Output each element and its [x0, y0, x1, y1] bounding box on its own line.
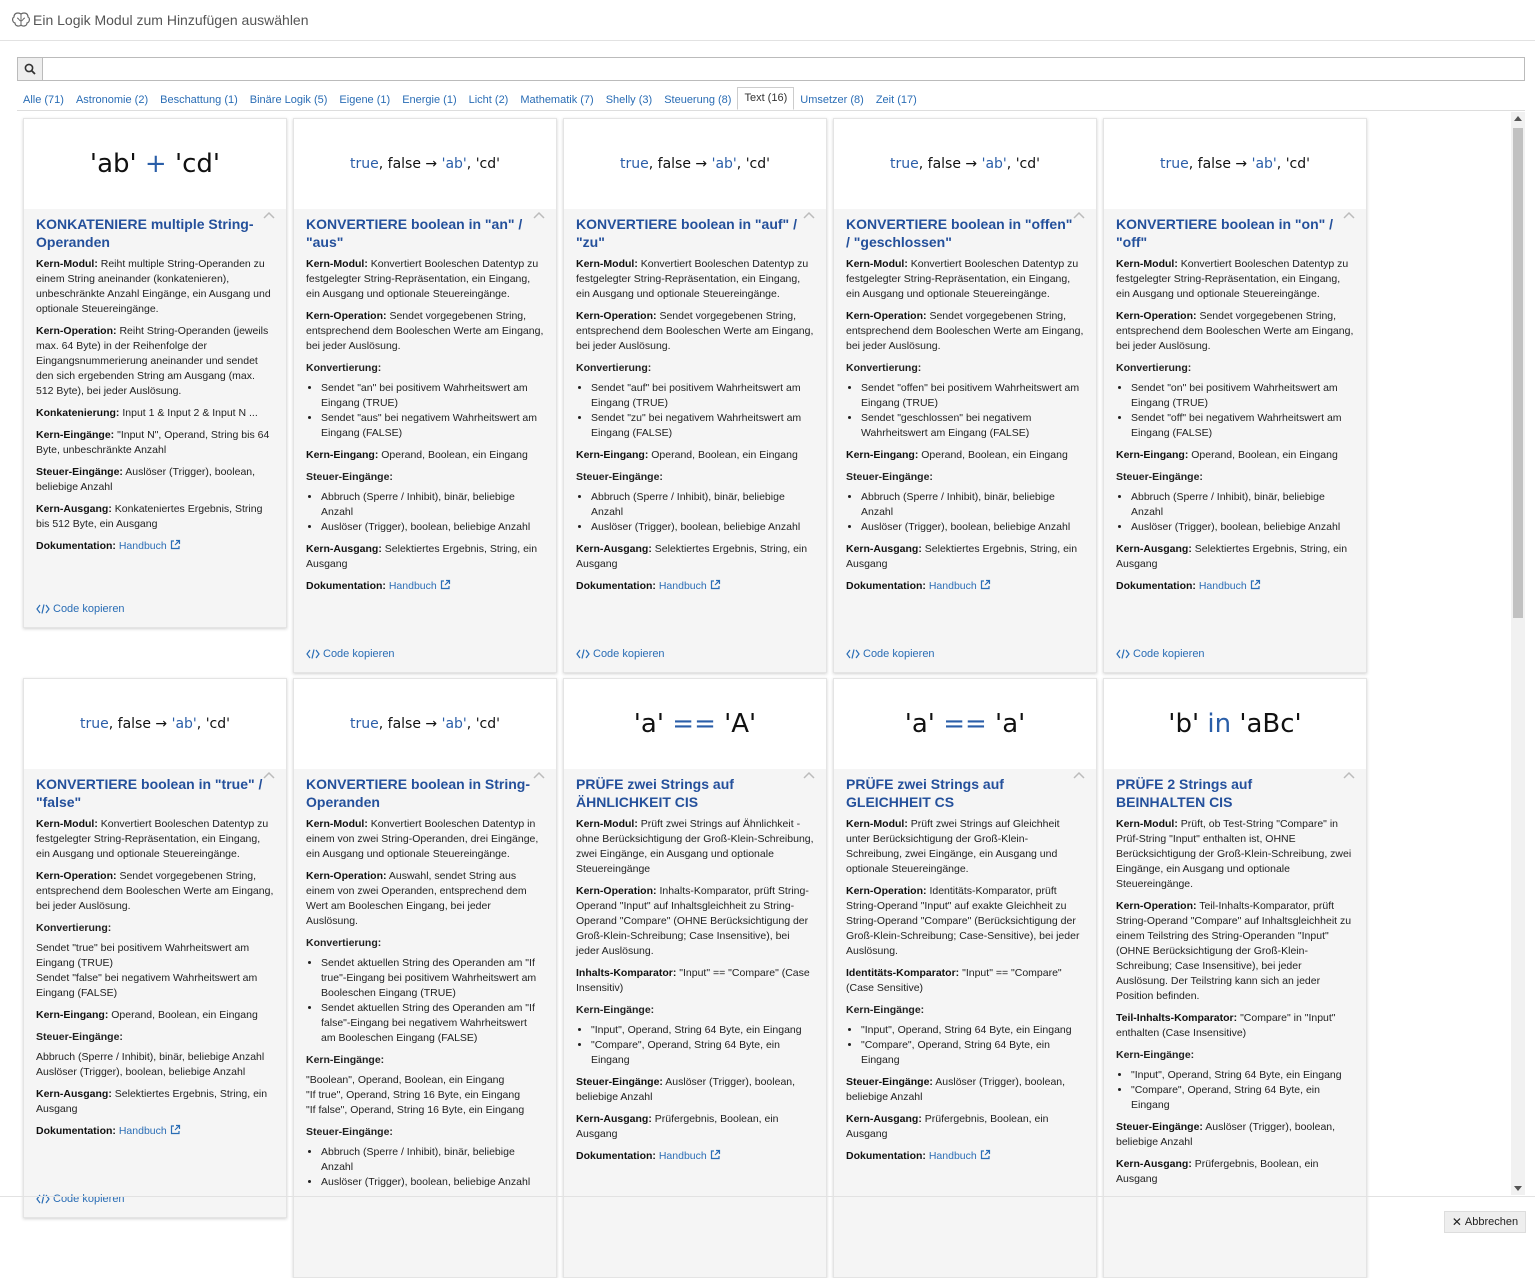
card-body: KONVERTIERE boolean in "auf" / "zu" Kern-Modul: Konvertiert Booleschen Datentyp zu festgelegter String-Repräsentation, ein Eingang, ein Ausgang und optionale Steuereingänge. Kern-Operation: Sendet vorgegebenen String, entsprechend dem Booleschen Werte am Eingang, bei jeder Auslösung. Konvertierung: • Sendet "auf" bei positivem Wahrheitswert am Eingang (TRUE) • Sendet "zu" bei negativem Wahrheitswert am Eingang (FALSE) Kern-Eingang: Operand, Boolean, ein Eingang Steuer-Eingänge: • Abbruch (Sperre / Inhibit), binär, beliebige Anzahl • Auslöser (Trigger), boolean, beliebige Anzahl Kern-Ausgang: Selektiertes Ergebnis, String, ein Ausgang Dokumentation: Handbuch [564, 209, 826, 611]
tab-licht[interactable]: Licht (2) [468, 94, 509, 106]
external-link-icon [980, 579, 991, 590]
search-icon [24, 63, 36, 75]
external-link-icon [1250, 579, 1261, 590]
cancel-button[interactable]: ✕ Abbrechen [1444, 1211, 1526, 1233]
card-banner: true , false → 'ab' , 'cd' [24, 679, 286, 769]
card-banner: true , false → 'ab' , 'cd' [294, 679, 556, 769]
brain-icon [12, 12, 30, 28]
module-card[interactable] [293, 678, 557, 1278]
card-banner: 'a' == 'A' [564, 679, 826, 769]
search-bar [17, 57, 1525, 81]
card-body: KONVERTIERE boolean in "on" / "off" Kern-Modul: Konvertiert Booleschen Datentyp zu festgelegter String-Repräsentation, ein Eingang, ein Ausgang und optionale Steuereingänge. Kern-Operation: Sendet vorgegebenen String, entsprechend dem Booleschen Werte am Eingang, bei jeder Auslösung. Konvertierung: • Sendet "on" bei positivem Wahrheitswert am Eingang (TRUE) • Sendet "off" bei negativem Wahrheitswert am Eingang (FALSE) Kern-Eingang: Operand, Boolean, ein Eingang Steuer-Eingänge: • Abbruch (Sperre / Inhibit), binär, beliebige Anzahl • Auslöser (Trigger), boolean, beliebige Anzahl Kern-Ausgang: Selektiertes Ergebnis, String, ein Ausgang Dokumentation: Handbuch [1104, 209, 1366, 611]
external-link-icon [980, 1149, 991, 1160]
card-body: KONVERTIERE boolean in String-Operanden Kern-Modul: Konvertiert Booleschen Datentyp in einem von zwei String-Operanden, drei Eingänge, ein Ausgang und optionale Steuereingänge. Kern-Operation: Auswahl, sendet String aus einem von zwei Operanden, entsprechend dem Wert am Booleschen Eingang, bei jeder Auslösung. Konvertierung: • Sendet aktuellen String des Operanden am "If true"-Eingang bei positivem Wahrheitswert am Booleschen Eingang (TRUE) • Sendet aktuellen String des Operanden am "If false"-Eingang bei negativem Wahrheitswert am Booleschen Eingang (FALSE) Kern-Eingänge: "Boolean", Operand, Boolean, ein Eingang "If true", Operand, String 16 Byte, ein Eingang "If false", Operand, String 16 Byte, ein Eingang Steuer-Eingänge: • Abbruch (Sperre / Inhibit), binär, beliebige Anzahl • Auslöser (Trigger), boolean, beliebige Anzahl [294, 769, 556, 1207]
card-banner: true , false → 'ab' , 'cd' [834, 119, 1096, 209]
tab-eigene[interactable]: Eigene (1) [339, 94, 391, 106]
card-title: PRÜFE zwei Strings auf GLEICHHEIT CS [846, 776, 1004, 810]
module-grid [17, 112, 1525, 1205]
search-input[interactable] [43, 57, 1525, 81]
code-icon [306, 649, 320, 659]
module-card[interactable] [563, 678, 827, 1278]
chevron-up-icon[interactable] [1072, 209, 1086, 221]
external-link-icon [710, 579, 721, 590]
card-banner: true , false → 'ab' , 'cd' [564, 119, 826, 209]
handbuch-link[interactable]: Handbuch [658, 580, 707, 592]
copy-code-button[interactable]: Code kopieren [846, 648, 935, 660]
card-banner: true , false → 'ab' , 'cd' [1104, 119, 1366, 209]
tab-steuerung[interactable]: Steuerung (8) [664, 94, 732, 106]
chevron-up-icon[interactable] [262, 209, 276, 221]
chevron-up-icon[interactable] [802, 769, 816, 781]
module-card[interactable] [833, 678, 1097, 1278]
card-body: KONVERTIERE boolean in "true" / "false" Kern-Modul: Konvertiert Booleschen Datentyp zu festgelegter String-Repräsentation, ein Eingang, ein Ausgang und optionale Steuereingänge. Kern-Operation: Sendet vorgegebenen String, entsprechend dem Booleschen Werte am Eingang, bei jeder Auslösung. Konvertierung: Sendet "true" bei positivem Wahrheitswert am Eingang (TRUE) Sendet "false" bei negativem Wahrheitswert am Eingang (FALSE) Kern-Eingang: Operand, Boolean, ein Eingang Steuer-Eingänge: Abbruch (Sperre / Inhibit), binär, beliebige Anzahl Auslöser (Trigger), boolean, beliebige Anzahl Kern-Ausgang: Selektiertes Ergebnis, String, ein Ausgang Dokumentation: Handbuch [24, 769, 286, 1156]
code-icon [1116, 649, 1130, 659]
card-banner: 'ab' + 'cd' [24, 119, 286, 209]
external-link-icon [710, 1149, 721, 1160]
external-link-icon [170, 1124, 181, 1135]
card-title: KONVERTIERE boolean in "an" / "aus" [306, 216, 523, 250]
card-title: PRÜFE 2 Strings auf BEINHALTEN CIS [1116, 776, 1253, 810]
tab-beschattung[interactable]: Beschattung (1) [160, 94, 238, 106]
tab-alle[interactable]: Alle (71) [23, 94, 64, 106]
dialog-title: Ein Logik Modul zum Hinzufügen auswählen [33, 12, 309, 28]
external-link-icon [170, 539, 181, 550]
chevron-up-icon[interactable] [532, 769, 546, 781]
module-card[interactable] [1103, 678, 1367, 1278]
handbuch-link[interactable]: Handbuch [658, 1150, 707, 1162]
handbuch-link[interactable]: Handbuch [928, 1150, 977, 1162]
tab-shelly[interactable]: Shelly (3) [605, 94, 653, 106]
category-tabs [17, 88, 1525, 111]
module-card[interactable] [23, 678, 287, 1218]
card-title: KONVERTIERE boolean in "auf" / "zu" [576, 216, 797, 250]
tab-zeit[interactable]: Zeit (17) [875, 94, 917, 106]
chevron-up-icon[interactable] [1342, 209, 1356, 221]
handbuch-link[interactable]: Handbuch [118, 540, 167, 552]
module-card[interactable] [293, 118, 557, 673]
chevron-up-icon[interactable] [262, 769, 276, 781]
handbuch-link[interactable]: Handbuch [928, 580, 977, 592]
scroll-down-icon[interactable] [1514, 1186, 1522, 1191]
tab-umsetzer[interactable]: Umsetzer (8) [800, 94, 864, 106]
search-button[interactable] [17, 57, 43, 81]
copy-code-button[interactable]: Code kopieren [576, 648, 665, 660]
card-banner: 'a' == 'a' [834, 679, 1096, 769]
card-body: PRÜFE zwei Strings auf GLEICHHEIT CS Kern-Modul: Prüft zwei Strings auf Gleichheit unter Berücksichtigung der Groß-Klein-Schreibung, zwei Eingänge, ein Ausgang und optionale Steuereingänge. Kern-Operation: Identitäts-Komparator, prüft String-Operand "Input" auf exakte Gleichheit zu String-Operand "Compare" (Berücksichtigung der Groß-Klein-Schreibung; Case-Sensitive), bei jeder Auslösung. Identitäts-Komparator: "Input" == "Compare" (Case Sensitive) Kern-Eingänge: • "Input", Operand, String 64 Byte, ein Eingang • "Compare", Operand, String 64 Byte, ein Eingang Steuer-Eingänge: Auslöser (Trigger), boolean, beliebige Anzahl Kern-Ausgang: Prüfergebnis, Boolean, ein Ausgang Dokumentation: Handbuch [834, 769, 1096, 1181]
tab-text[interactable]: Text (16) [737, 87, 794, 110]
module-card[interactable] [23, 118, 287, 628]
handbuch-link[interactable]: Handbuch [1198, 580, 1247, 592]
scrollbar-thumb[interactable] [1513, 128, 1523, 618]
card-title: KONKATENIERE multiple String-Operanden [36, 216, 254, 250]
tab-binaere-logik[interactable]: Binäre Logik (5) [249, 94, 328, 106]
code-icon [846, 649, 860, 659]
code-icon [36, 604, 50, 614]
card-banner: true , false → 'ab' , 'cd' [294, 119, 556, 209]
dialog-header [0, 0, 1535, 41]
copy-code-button[interactable]: Code kopieren [36, 603, 125, 615]
card-title: KONVERTIERE boolean in String-Operanden [306, 776, 531, 810]
card-title: KONVERTIERE boolean in "on" / "off" [1116, 216, 1334, 250]
chevron-up-icon[interactable] [532, 209, 546, 221]
card-title: PRÜFE zwei Strings auf ÄHNLICHKEIT CIS [576, 776, 734, 810]
chevron-up-icon[interactable] [1072, 769, 1086, 781]
tab-energie[interactable]: Energie (1) [402, 94, 457, 106]
module-card[interactable] [563, 118, 827, 673]
external-link-icon [440, 579, 451, 590]
card-banner: 'b' in 'aBc' [1104, 679, 1366, 769]
copy-code-button[interactable]: Code kopieren [306, 648, 395, 660]
card-body: KONVERTIERE boolean in "an" / "aus" Kern-Modul: Konvertiert Booleschen Datentyp zu festgelegter String-Repräsentation, ein Eingang, ein Ausgang und optionale Steuereingänge. Kern-Operation: Sendet vorgegebenen String, entsprechend dem Booleschen Werte am Eingang, bei jeder Auslösung. Konvertierung: • Sendet "an" bei positivem Wahrheitswert am Eingang (TRUE) • Sendet "aus" bei negativem Wahrheitswert am Eingang (FALSE) Kern-Eingang: Operand, Boolean, ein Eingang Steuer-Eingänge: • Abbruch (Sperre / Inhibit), binär, beliebige Anzahl • Auslöser (Trigger), boolean, beliebige Anzahl Kern-Ausgang: Selektiertes Ergebnis, String, ein Ausgang Dokumentation: Handbuch [294, 209, 556, 611]
card-body: KONVERTIERE boolean in "offen" / "geschlossen" Kern-Modul: Konvertiert Booleschen Datentyp zu festgelegter String-Repräsentation, ein Eingang, ein Ausgang und optionale Steuereingänge. Kern-Operation: Sendet vorgegebenen String, entsprechend dem Booleschen Werte am Eingang, bei jeder Auslösung. Konvertierung: • Sendet "offen" bei positivem Wahrheitswert am Eingang (TRUE) • Sendet "geschlossen" bei negativem Wahrheitswert am Eingang (FALSE) Kern-Eingang: Operand, Boolean, ein Eingang Steuer-Eingänge: • Abbruch (Sperre / Inhibit), binär, beliebige Anzahl • Auslöser (Trigger), boolean, beliebige Anzahl Kern-Ausgang: Selektiertes Ergebnis, String, ein Ausgang Dokumentation: Handbuch [834, 209, 1096, 611]
dialog-footer [0, 1196, 1535, 1240]
chevron-up-icon[interactable] [802, 209, 816, 221]
close-icon: ✕ [1451, 1215, 1462, 1229]
tab-astronomie[interactable]: Astronomie (2) [75, 94, 149, 106]
copy-code-button[interactable]: Code kopieren [1116, 648, 1205, 660]
card-body: PRÜFE zwei Strings auf ÄHNLICHKEIT CIS Kern-Modul: Prüft zwei Strings auf Ähnlichkeit - ohne Berücksichtigung der Groß-Klein-Schreibung, zwei Eingänge, ein Ausgang und optionale Steuereingänge Kern-Operation: Inhalts-Komparator, prüft String-Operand "Input" auf Inhaltsgleichheit zu String-Operand "Compare" (OHNE Berücksichtigung der Groß-Klein-Schreibung; Case Insensitive), bei jeder Auslösung. Inhalts-Komparator: "Input" == "Compare" (Case Insensitiv) Kern-Eingänge: • "Input", Operand, String 64 Byte, ein Eingang • "Compare", Operand, String 64 Byte, ein Eingang Steuer-Eingänge: Auslöser (Trigger), boolean, beliebige Anzahl Kern-Ausgang: Prüfergebnis, Boolean, ein Ausgang Dokumentation: Handbuch [564, 769, 826, 1181]
card-body: PRÜFE 2 Strings auf BEINHALTEN CIS Kern-Modul: Prüft, ob Test-String "Compare" in Prüf-String "Input" enthalten ist, OHNE Berücksichtigung der Groß-Klein-Schreibung, zwei Eingänge, ein Ausgang und optionale Steuereingänge. Kern-Operation: Teil-Inhalts-Komparator, prüft String-Operand "Compare" auf Inhaltsgleichheit zu einem Teilstring des String-Operanden "Input" (OHNE Berücksichtigung der Groß-Klein-Schreibung; Case Insensitive), bei jeder Auslösung. Der Teilstring kann sich an jeder Position befinden. Teil-Inhalts-Komparator: "Compare" in "Input" enthalten (Case Insensitive) Kern-Eingänge: • "Input", Operand, String 64 Byte, ein Eingang • "Compare", Operand, String 64 Byte, ein Eingang Steuer-Eingänge: Auslöser (Trigger), boolean, beliebige Anzahl Kern-Ausgang: Prüfergebnis, Boolean, ein Ausgang [1104, 769, 1366, 1204]
code-icon [576, 649, 590, 659]
vertical-scrollbar[interactable] [1511, 112, 1525, 1195]
card-body: KONKATENIERE multiple String-Operanden Kern-Modul: Reiht multiple String-Operanden zu einem String aneinander (konkatenieren), unbeschränkte Anzahl Eingänge, ein Ausgang und optionale Steuereingänge. Kern-Operation: Reiht String-Operanden (jeweils max. 64 Byte) in der Reihenfolge der Eingangsnummerierung aneinander und sendet den sich ergebenden String am Ausgang (max. 512 Byte), bei jeder Auslösung. Konkatenierung: Input 1 & Input 2 & Input N ... Kern-Eingänge: "Input N", Operand, String bis 64 Byte, unbeschränkte Anzahl Steuer-Eingänge: Auslöser (Trigger), boolean, beliebige Anzahl Kern-Ausgang: Konkateniertes Ergebnis, String bis 512 Byte, ein Ausgang Dokumentation: Handbuch [24, 209, 286, 571]
card-title: KONVERTIERE boolean in "offen" / "geschlossen" [846, 216, 1073, 250]
handbuch-link[interactable]: Handbuch [388, 580, 437, 592]
module-card[interactable] [833, 118, 1097, 673]
copy-code-button[interactable]: Code kopieren [36, 1193, 125, 1205]
chevron-up-icon[interactable] [1342, 769, 1356, 781]
card-title: KONVERTIERE boolean in "true" / "false" [36, 776, 263, 810]
scroll-up-icon[interactable] [1514, 116, 1522, 121]
handbuch-link[interactable]: Handbuch [118, 1125, 167, 1137]
tab-mathematik[interactable]: Mathematik (7) [520, 94, 594, 106]
module-card[interactable] [1103, 118, 1367, 673]
